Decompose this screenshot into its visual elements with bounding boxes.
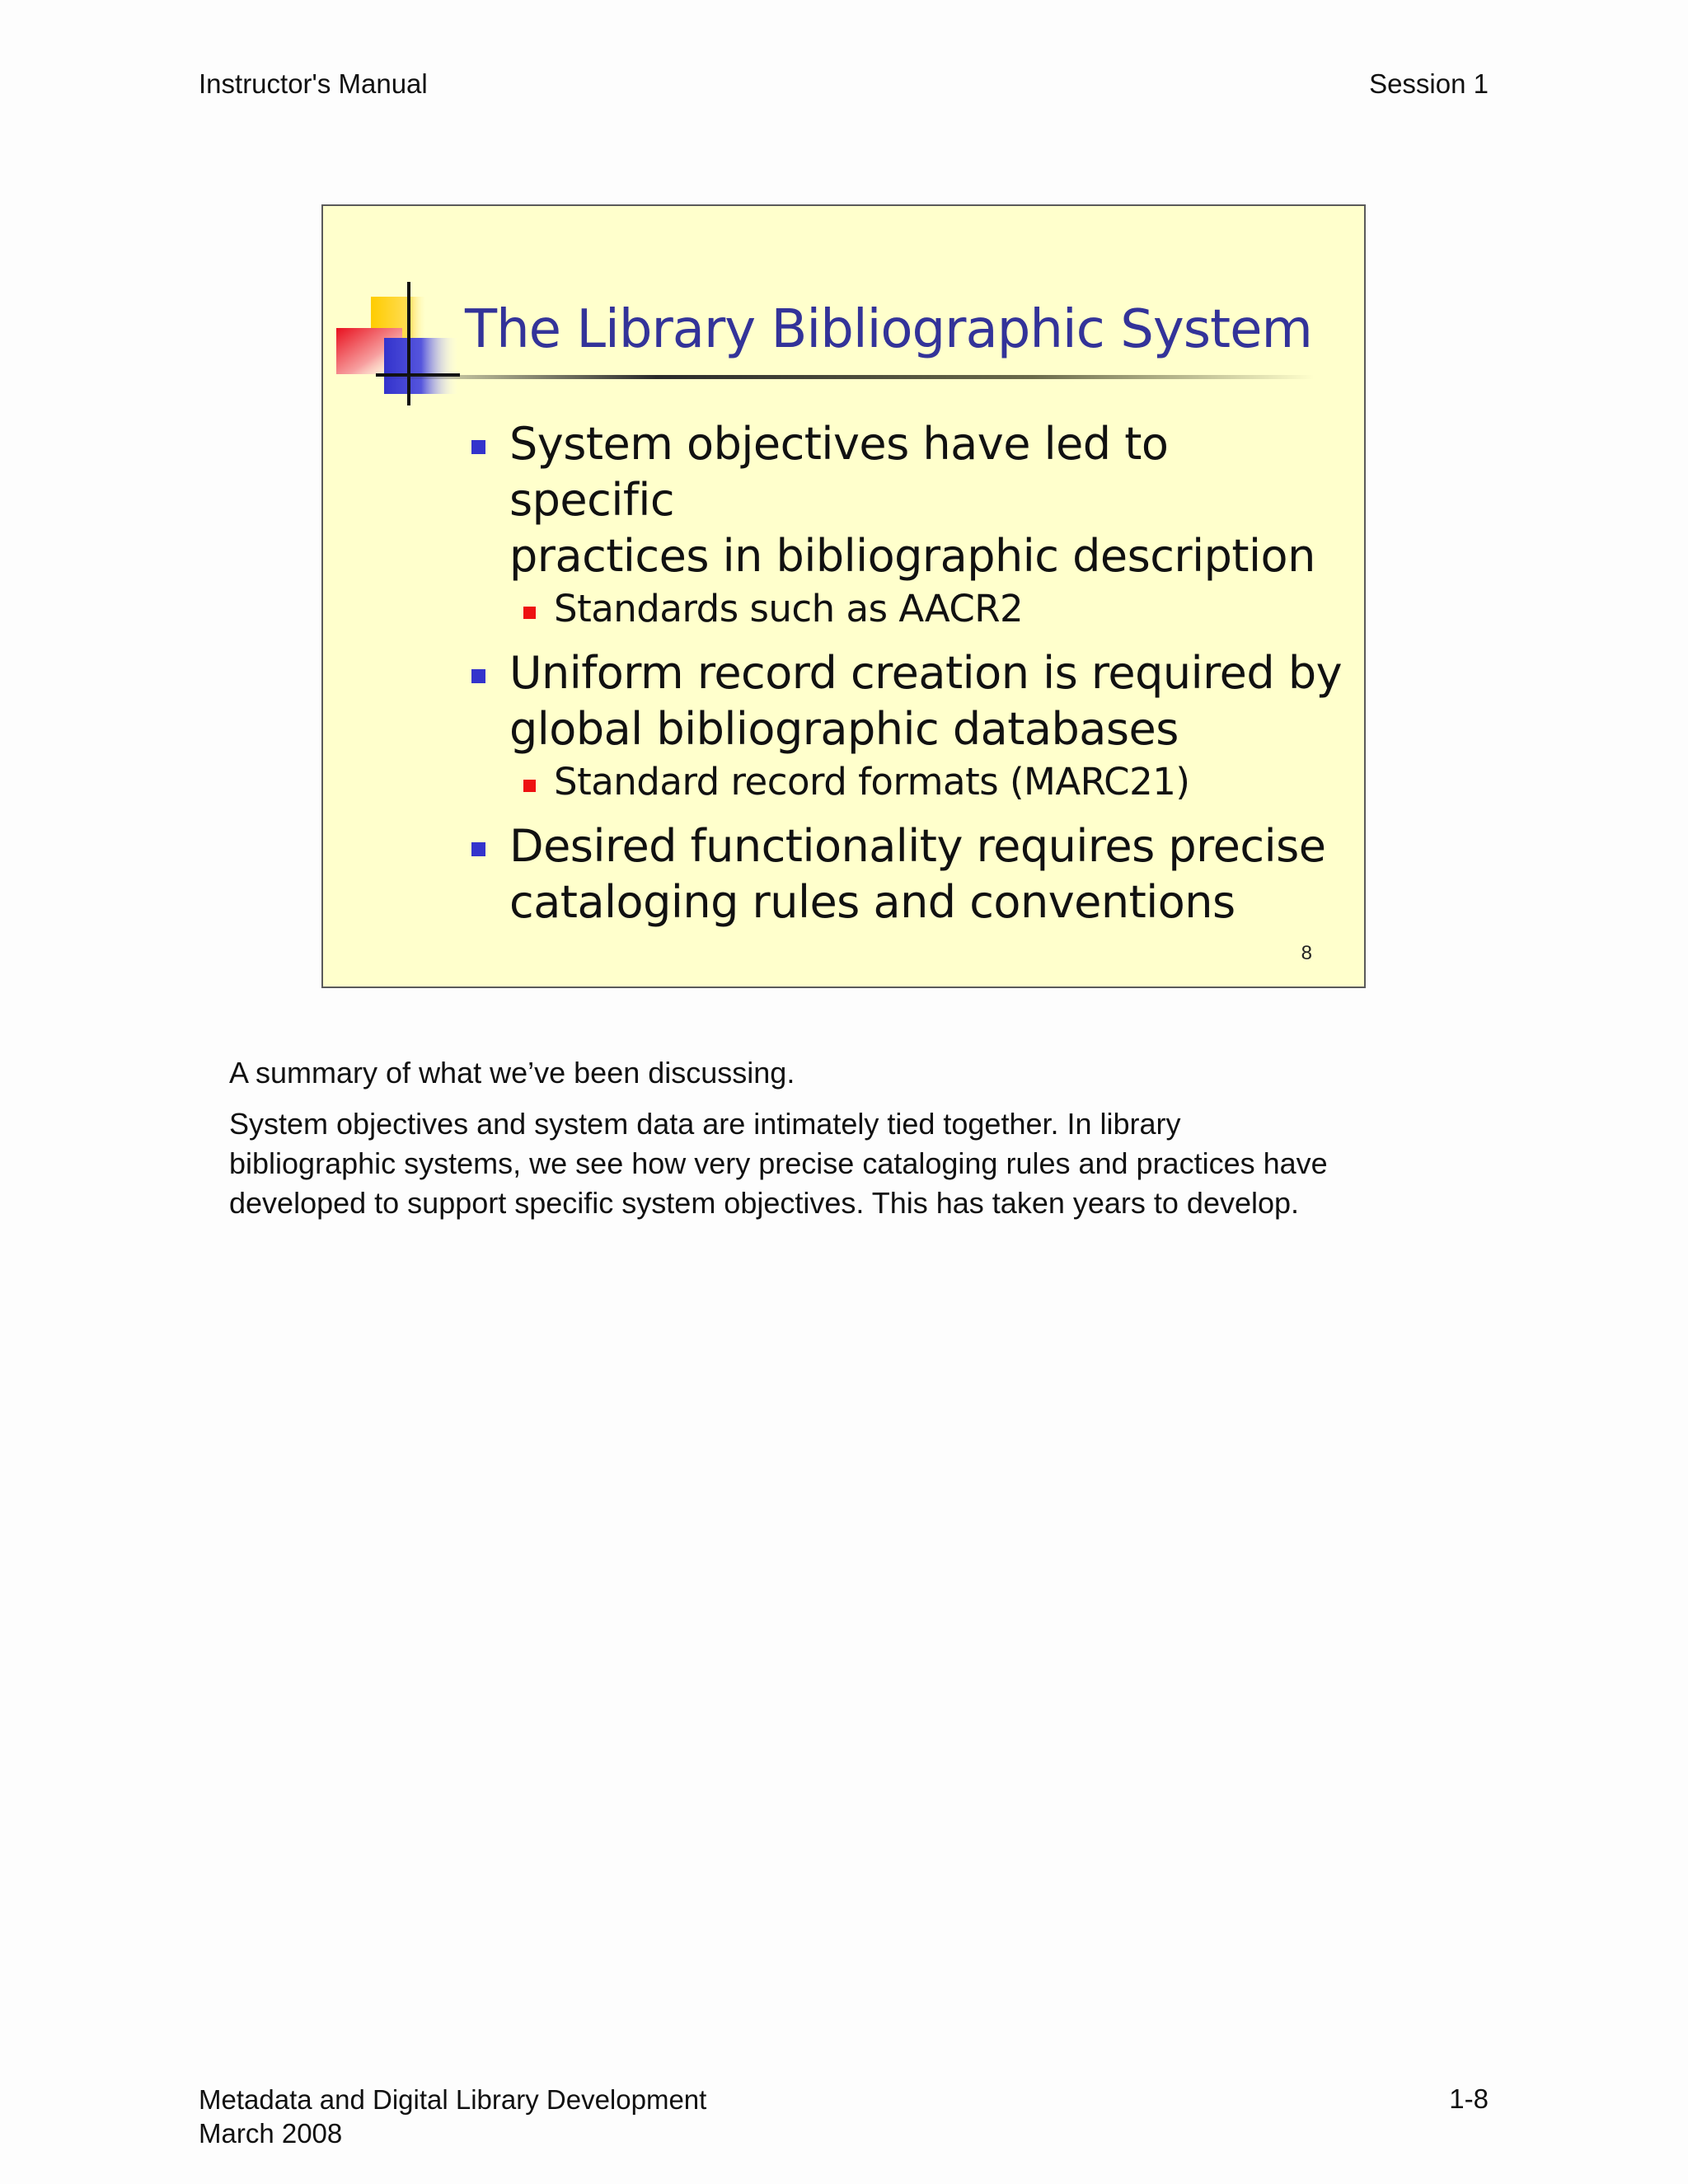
footer-date: March 2008 <box>199 2118 343 2149</box>
bullet-item <box>471 818 1345 930</box>
bullet-text-line: global bibliographic databases <box>509 703 1179 755</box>
footer-course-title: Metadata and Digital Library Development <box>199 2084 707 2115</box>
sub-bullet-text: Standards such as AACR2 <box>554 587 1024 630</box>
footer-page-number: 1-8 <box>1449 2083 1489 2114</box>
notes-summary: A summary of what we’ve been discussing. <box>229 1056 795 1090</box>
blue-square-bullet-icon <box>471 440 485 454</box>
slide-bullet-list <box>471 416 1345 930</box>
blue-square-bullet-icon <box>471 842 485 856</box>
footer-course-info <box>199 2083 706 2150</box>
slide-title: The Library Bibliographic System <box>465 299 1312 360</box>
slide-logo-icon <box>336 282 468 405</box>
bullet-text-line: cataloging rules and conventions <box>509 876 1236 928</box>
sub-bullet-text: Standard record formats (MARC21) <box>554 760 1190 804</box>
red-square-bullet-icon <box>523 780 536 792</box>
notes-line: developed to support specific system objectives. This has taken years to develop. <box>229 1186 1300 1220</box>
sub-bullet-item <box>471 757 1345 807</box>
bullet-text-line: System objectives have led to specific <box>509 418 1169 526</box>
bullet-text-line: Desired functionality requires precise <box>509 820 1326 872</box>
red-square-bullet-icon <box>523 607 536 619</box>
sub-bullet-item <box>471 584 1345 634</box>
header-session: Session 1 <box>1369 68 1489 99</box>
bullet-item <box>471 645 1345 757</box>
title-divider <box>374 375 1314 379</box>
notes-line: bibliographic systems, we see how very precise cataloging rules and practices have <box>229 1146 1328 1180</box>
notes-paragraph <box>229 1104 1498 1223</box>
speaker-notes <box>229 1053 1498 1235</box>
bullet-text-line: practices in bibliographic description <box>509 530 1315 582</box>
header-manual-title: Instructor's Manual <box>199 68 428 99</box>
slide-number: 8 <box>1301 942 1312 964</box>
slide <box>321 204 1366 988</box>
bullet-item <box>471 416 1345 584</box>
notes-line: System objectives and system data are intimately tied together. In library <box>229 1107 1181 1141</box>
bullet-text-line: Uniform record creation is required by <box>509 647 1343 699</box>
blue-square-bullet-icon <box>471 669 485 683</box>
